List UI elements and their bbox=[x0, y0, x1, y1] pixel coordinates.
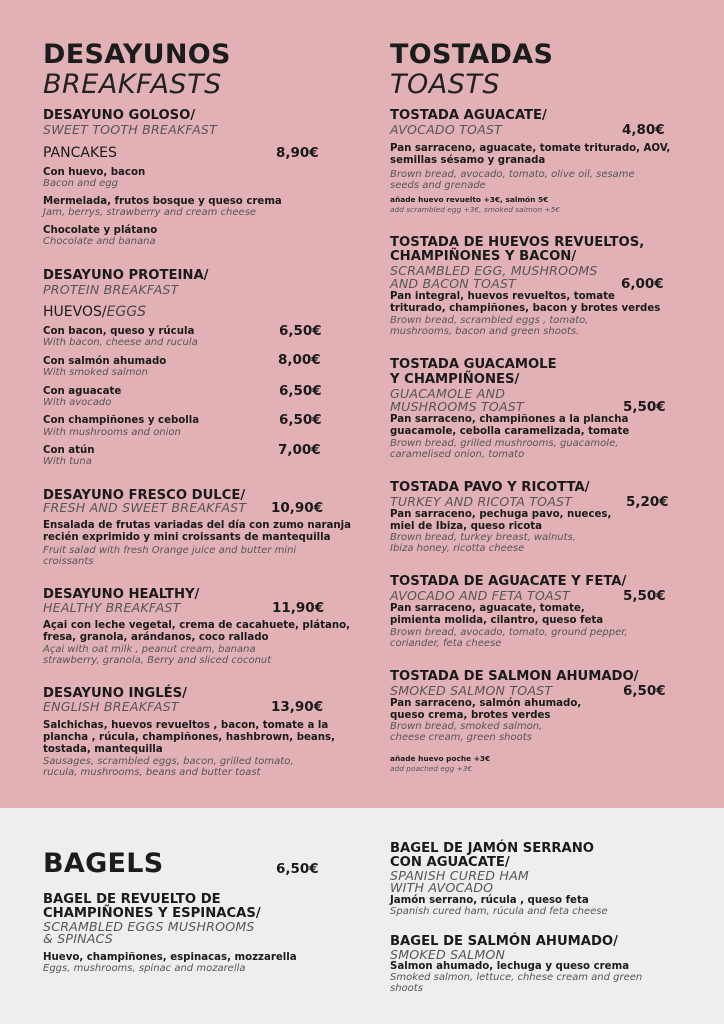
item-subtitle: TURKEY AND RICOTA TOAST bbox=[390, 494, 573, 509]
option-price: 6,50€ bbox=[279, 412, 322, 428]
description-es: Salmon ahumado, lechuga y queso crema bbox=[390, 961, 630, 972]
option-es: Con bacon, queso y rúcula bbox=[43, 326, 195, 337]
description-en: shoots bbox=[390, 983, 423, 994]
option-es: Con atún bbox=[43, 445, 95, 456]
option-en: With tuna bbox=[43, 456, 92, 467]
description-en: Smoked salmon, lettuce, chhese cream and green bbox=[390, 972, 643, 983]
description-es: Ensalada de frutas variadas del día con zumo naranja bbox=[43, 520, 351, 531]
option-es: Chocolate y plátano bbox=[43, 225, 158, 236]
item-subtitle: & SPINACS bbox=[43, 931, 113, 946]
item-title: BAGEL DE JAMÓN SERRANO bbox=[390, 841, 594, 856]
description-es: Pan integral, huevos revueltos, tomate bbox=[390, 291, 615, 302]
extra-en: add poached egg +3€ bbox=[390, 764, 473, 773]
option-en: With smoked salmon bbox=[43, 367, 148, 378]
item-price: 6,00€ bbox=[621, 276, 664, 292]
item-subtitle: MUSHROOMS TOAST bbox=[390, 399, 524, 414]
item-price: 10,90€ bbox=[271, 500, 324, 516]
description-es: Açai con leche vegetal, crema de cacahuete, plátano, bbox=[43, 620, 350, 631]
option-es: Mermelada, frutos bosque y queso crema bbox=[43, 196, 282, 207]
description-es: pimienta molida, cilantro, queso feta bbox=[390, 615, 604, 626]
option-es: Con salmón ahumado bbox=[43, 356, 167, 367]
item-subtitle: SCRAMBLED EGG, MUSHROOMS bbox=[390, 263, 598, 278]
description-en: Sausages, scrambled eggs, bacon, grilled tomato, bbox=[43, 756, 294, 767]
item-title: TOSTADA DE AGUACATE Y FETA/ bbox=[390, 574, 627, 589]
subheading-en: EGGS bbox=[106, 304, 147, 320]
item-subtitle: AVOCADO AND FETA TOAST bbox=[390, 588, 570, 603]
item-title: TOSTADA GUACAMOLE bbox=[390, 357, 557, 372]
option-en: Chocolate and banana bbox=[43, 236, 156, 247]
description-en: Ibiza honey, ricotta cheese bbox=[390, 543, 525, 554]
description-en: seeds and grenade bbox=[390, 180, 486, 191]
item-title: DESAYUNO HEALTHY/ bbox=[43, 587, 200, 602]
item-subtitle: SCRAMBLED EGGS MUSHROOMS bbox=[43, 919, 255, 934]
description-en: Eggs, mushrooms, spinac and mozarella bbox=[43, 963, 246, 974]
extra-en: add scrambled egg +3€, smoked salmon +5€ bbox=[390, 205, 561, 214]
option-es: Con aguacate bbox=[43, 386, 122, 397]
item-title: CON AGUACATE/ bbox=[390, 855, 510, 870]
item-subtitle: WITH AVOCADO bbox=[390, 880, 494, 895]
item-subheading: PANCAKES bbox=[43, 145, 117, 161]
description-es: Pan sarraceno, champiñones a la plancha bbox=[390, 414, 629, 425]
item-subtitle: AVOCADO TOAST bbox=[390, 122, 503, 137]
description-en: Brown bread, scrambled eggs , tomato, bbox=[390, 315, 589, 326]
item-subtitle: GUACAMOLE AND bbox=[390, 386, 506, 401]
bagels-title: BAGELS bbox=[43, 848, 164, 879]
item-title: CHAMPIÑONES Y BACON/ bbox=[390, 249, 577, 264]
description-es: queso crema, brotes verdes bbox=[390, 710, 551, 721]
description-en: Brown bread, grilled mushrooms, guacamole, bbox=[390, 438, 619, 449]
item-subtitle: AND BACON TOAST bbox=[390, 276, 517, 291]
description-en: Brown bread, turkey breast, walnuts, bbox=[390, 532, 576, 543]
item-title: TOSTADA DE HUEVOS REVUELTOS, bbox=[390, 235, 645, 250]
description-en: Brown bread, avocado, tomato, ground pepper, bbox=[390, 627, 628, 638]
description-en: Brown bread, avocado, tomato, olive oil, sesame bbox=[390, 169, 635, 180]
extra-es: añade huevo revuelto +3€, salmón 5€ bbox=[390, 195, 549, 204]
item-title: TOSTADA PAVO Y RICOTTA/ bbox=[390, 480, 590, 495]
item-subtitle: ENGLISH BREAKFAST bbox=[43, 699, 179, 714]
description-es: miel de Ibiza, queso ricota bbox=[390, 521, 542, 532]
item-price: 5,50€ bbox=[623, 588, 666, 604]
description-es: Pan sarraceno, pechuga pavo, nueces, bbox=[390, 509, 612, 520]
description-en: rucula, mushrooms, beans and butter toast bbox=[43, 767, 261, 778]
description-es: Salchichas, huevos revueltos , bacon, tomate a la bbox=[43, 720, 329, 731]
description-en: caramelised onion, tomato bbox=[390, 449, 525, 460]
item-title: CHAMPIÑONES Y ESPINACAS/ bbox=[43, 906, 261, 921]
item-title: TOSTADA DE SALMON AHUMADO/ bbox=[390, 669, 639, 684]
item-subtitle: PROTEIN BREAKFAST bbox=[43, 282, 179, 297]
option-es: Con huevo, bacon bbox=[43, 167, 146, 178]
description-en: Brown bread, smoked salmon, bbox=[390, 721, 543, 732]
description-en: Fruit salad with fresh Orange juice and butter mini bbox=[43, 545, 297, 556]
subheading-es: HUEVOS/ bbox=[43, 304, 107, 320]
option-en: Jam, berrys, strawberry and cream cheese bbox=[43, 207, 257, 218]
item-price: 5,50€ bbox=[623, 399, 666, 415]
item-price: 11,90€ bbox=[272, 600, 325, 616]
item-subtitle: FRESH AND SWEET BREAKFAST bbox=[43, 500, 247, 515]
item-subtitle: SWEET TOOTH BREAKFAST bbox=[43, 122, 217, 137]
description-en: croissants bbox=[43, 556, 94, 567]
description-es: tostada, mantequilla bbox=[43, 744, 163, 755]
breakfasts-title: DESAYUNOS bbox=[43, 39, 231, 70]
item-title: DESAYUNO FRESCO DULCE/ bbox=[43, 488, 246, 503]
item-title: BAGEL DE REVUELTO DE bbox=[43, 892, 221, 907]
item-price: 8,90€ bbox=[276, 145, 319, 161]
item-price: 6,50€ bbox=[623, 683, 666, 699]
description-es: recién exprimido y mini croissants de mantequilla bbox=[43, 532, 331, 543]
toasts-subtitle: TOASTS bbox=[390, 69, 500, 100]
description-es: plancha , rúcula, champiñones, hashbrown, beans, bbox=[43, 732, 335, 743]
item-subtitle: HEALTHY BREAKFAST bbox=[43, 600, 181, 615]
item-subtitle: SPANISH CURED HAM bbox=[390, 868, 529, 883]
item-price: 5,20€ bbox=[626, 494, 669, 510]
option-price: 6,50€ bbox=[279, 323, 322, 339]
bagels-price: 6,50€ bbox=[276, 861, 319, 877]
option-price: 7,00€ bbox=[278, 442, 321, 458]
option-en: With avocado bbox=[43, 397, 112, 408]
description-es: Huevo, champiñones, espinacas, mozzarella bbox=[43, 952, 297, 963]
extra-es: añade huevo poche +3€ bbox=[390, 754, 491, 763]
description-es: fresa, granola, arándanos, coco rallado bbox=[43, 632, 269, 643]
item-title: DESAYUNO PROTEINA/ bbox=[43, 268, 209, 283]
option-es: Con champiñones y cebolla bbox=[43, 415, 200, 426]
item-subtitle: SMOKED SALMON TOAST bbox=[390, 683, 553, 698]
description-es: Pan sarraceno, aguacate, tomate triturado, AOV, bbox=[390, 143, 671, 154]
item-title: DESAYUNO GOLOSO/ bbox=[43, 108, 196, 123]
item-price: 4,80€ bbox=[622, 122, 665, 138]
description-es: guacamole, cebolla caramelizada, tomate bbox=[390, 426, 630, 437]
description-es: Pan sarraceno, salmón ahumado, bbox=[390, 698, 582, 709]
description-es: triturado, champiñones, bacon y brotes verdes bbox=[390, 303, 661, 314]
item-title: TOSTADA AGUACATE/ bbox=[390, 108, 547, 123]
toasts-title: TOSTADAS bbox=[390, 39, 554, 70]
option-price: 8,00€ bbox=[278, 352, 321, 368]
description-en: strawberry, granola, Berry and sliced coconut bbox=[43, 655, 272, 666]
description-es: semillas sésamo y granada bbox=[390, 155, 546, 166]
option-price: 6,50€ bbox=[279, 383, 322, 399]
description-es: Pan sarraceno, aguacate, tomate, bbox=[390, 603, 585, 614]
option-en: With bacon, cheese and rucula bbox=[43, 337, 198, 348]
item-subheading bbox=[43, 305, 146, 320]
item-subtitle: SMOKED SALMON bbox=[390, 947, 506, 962]
option-en: Bacon and egg bbox=[43, 178, 118, 189]
item-title: DESAYUNO INGLÉS/ bbox=[43, 686, 187, 701]
description-en: Açai with oat milk , peanut cream, banana bbox=[43, 644, 256, 655]
option-en: With mushrooms and onion bbox=[43, 427, 181, 438]
description-en: mushrooms, bacon and green shoots. bbox=[390, 326, 580, 337]
item-title: BAGEL DE SALMÓN AHUMADO/ bbox=[390, 934, 618, 949]
item-title: Y CHAMPIÑONES/ bbox=[390, 372, 520, 387]
item-price: 13,90€ bbox=[271, 699, 324, 715]
description-en: cheese cream, green shoots bbox=[390, 732, 532, 743]
description-es: Jamón serrano, rúcula , queso feta bbox=[390, 895, 589, 906]
breakfasts-subtitle: BREAKFASTS bbox=[43, 69, 222, 100]
description-en: Spanish cured ham, rúcula and feta cheese bbox=[390, 906, 608, 917]
description-en: coriander, feta cheese bbox=[390, 638, 502, 649]
